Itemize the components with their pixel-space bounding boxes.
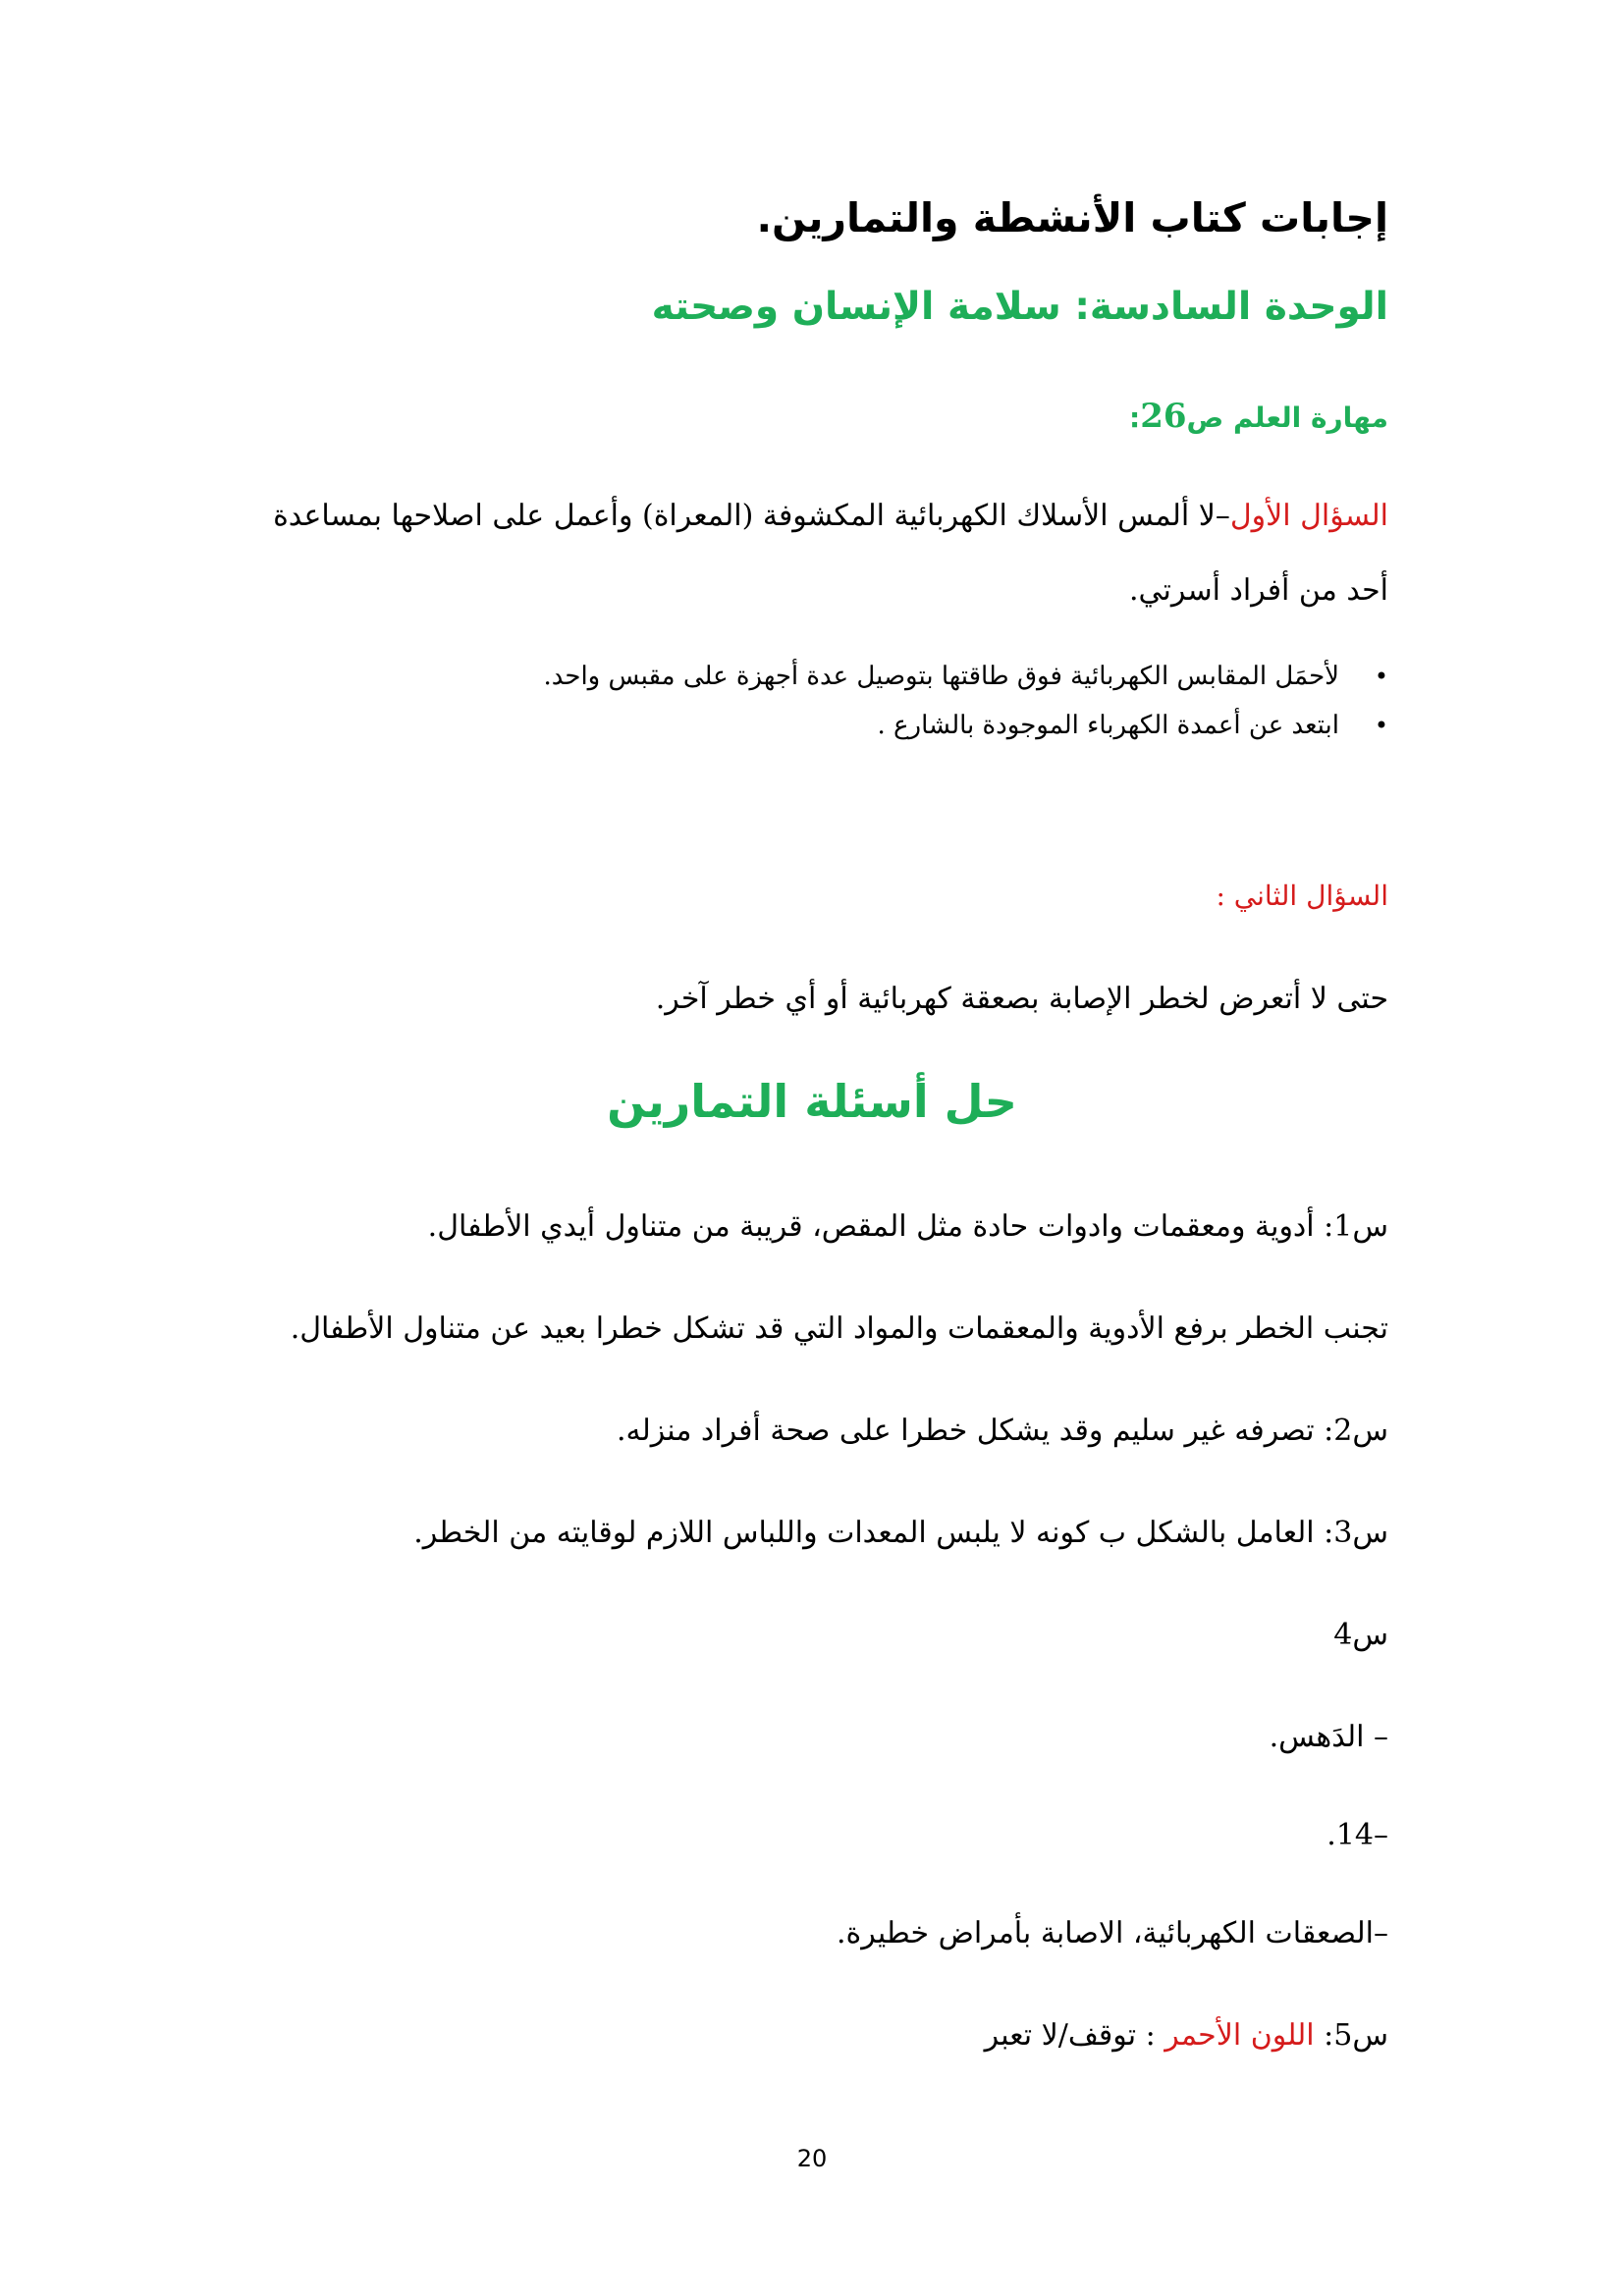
s2-answer [617,1414,1388,1448]
q1-label: السؤال الأول [1229,499,1388,533]
bullet-text: ابتعد عن أعمدة الكهرباء الموجودة بالشارع . [877,711,1339,740]
s1-question [428,1209,1388,1244]
q1-text-1: –لا ألمس الأسلاك الكهربائية المكشوفة (المعراة) وأعمل على اصلاحها بمساعدة [273,499,1230,533]
s5-number: 5 [1333,2018,1353,2053]
s5-separator: : [1314,2018,1334,2053]
s2-prefix: س [1352,1414,1388,1448]
q1-line-2: أحد من أفراد أسرتي. [1129,573,1388,608]
exercises-heading: حل أسئلة التمارين [607,1075,1017,1128]
s5-answer [985,2018,1388,2053]
s3-prefix: س [1352,1516,1388,1550]
s3-number: 3 [1333,1516,1353,1550]
q1-bullet-list [543,652,1388,750]
s1-number: 1 [1333,1209,1353,1244]
s4-item-3: –الصعقات الكهربائية، الاصابة بأمراض خطيرة. [837,1916,1388,1950]
s4-item-2-text: .14– [1326,1818,1388,1852]
s2-number: 2 [1333,1414,1353,1448]
list-item [543,652,1388,701]
bullet-text: لأحمَل المقابس الكهربائية فوق طاقتها بتوصيل عدة أجهزة على مقبس واحد. [543,662,1339,691]
q2-label: السؤال الثاني : [1216,880,1388,912]
bullet-icon: • [1374,712,1388,739]
s5-color-name: اللون الأحمر [1164,2018,1315,2053]
skill-page-number: 26 [1140,397,1187,436]
skill-suffix: : [1129,401,1141,434]
s4-heading [1333,1618,1388,1652]
s4-number: 4 [1333,1618,1353,1652]
s1-prefix: س [1352,1209,1388,1244]
q1-line-1 [273,499,1388,533]
bullet-icon: • [1374,663,1388,690]
skill-label: مهارة العلم ص [1186,401,1388,434]
unit-title: الوحدة السادسة: سلامة الإنسان وصحته [651,285,1388,329]
page-title: إجابات كتاب الأنشطة والتمارين. [756,194,1388,241]
s4-prefix: س [1352,1618,1388,1652]
skill-heading [1129,397,1388,436]
s5-text: : توقف/لا تعبر [984,2018,1165,2053]
s5-prefix: س [1352,2018,1388,2053]
s3-answer [413,1516,1388,1550]
page-number: 20 [796,2145,828,2172]
list-item [543,701,1388,750]
s2-text: : تصرفه غير سليم وقد يشكل خطرا على صحة أفراد منزله. [616,1414,1334,1448]
s3-text: : العامل بالشكل ب كونه لا يلبس المعدات واللباس اللازم لوقايته من الخطر. [413,1516,1334,1550]
s1-answer: تجنب الخطر برفع الأدوية والمعقمات والمواد التي قد تشكل خطرا بعيد عن متناول الأطفال. [290,1311,1388,1346]
s4-item-1: – الدَهس. [1269,1720,1388,1754]
s1-text: : أدوية ومعقمات وادوات حادة مثل المقص، قريبة من متناول أيدي الأطفال. [427,1209,1334,1244]
q2-answer: حتى لا أتعرض لخطر الإصابة بصعقة كهربائية أو أي خطر آخر. [655,982,1388,1016]
s4-item-2 [1326,1818,1388,1852]
